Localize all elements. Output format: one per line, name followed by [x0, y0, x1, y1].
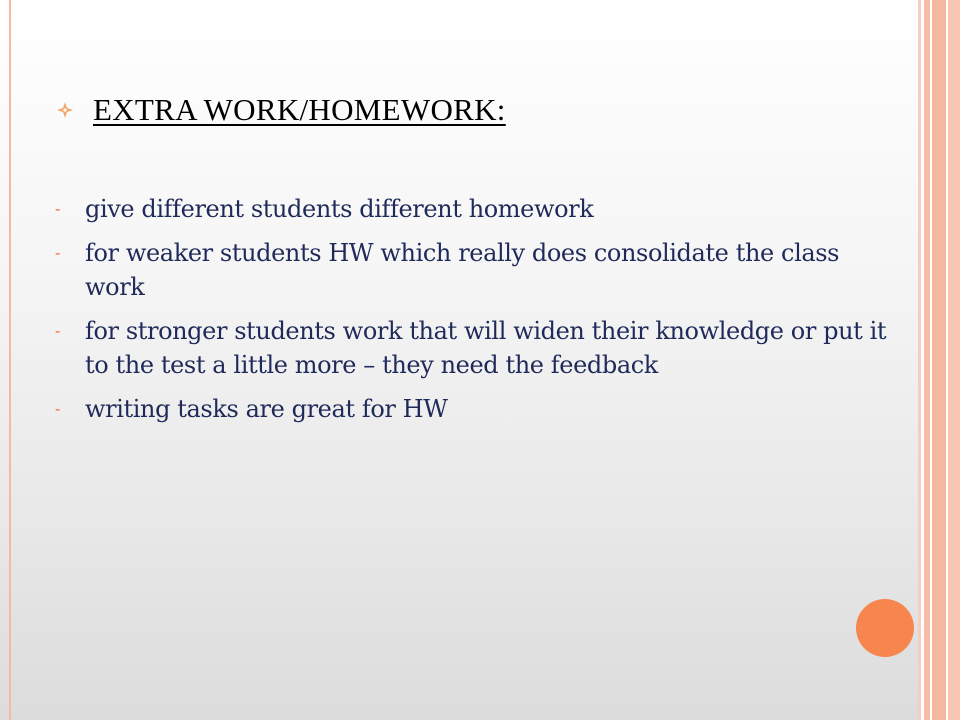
bullet-list [55, 192, 895, 436]
dash-marker: - [55, 199, 61, 218]
slide-heading [55, 92, 506, 128]
bullet-text: writing tasks are great for HW [85, 395, 448, 423]
list-item [55, 314, 895, 382]
heading-text: EXTRA WORK/HOMEWORK: [93, 92, 506, 127]
bullet-text: for weaker students HW which really does consolidate the class work [85, 239, 840, 301]
left-border-line [9, 0, 11, 720]
list-item [55, 236, 895, 304]
diamond-bullet-icon [55, 100, 75, 120]
bullet-text: give different students different homework [85, 195, 594, 223]
bullet-text: for stronger students work that will widen their knowledge or put it to the test a little more – they need the feedback [85, 317, 887, 379]
list-item [55, 192, 895, 226]
dash-marker: - [55, 321, 61, 340]
right-border-stripes [918, 0, 960, 720]
orange-circle-decoration [856, 599, 914, 657]
dash-marker: - [55, 243, 61, 262]
list-item [55, 392, 895, 426]
dash-marker: - [55, 399, 61, 418]
